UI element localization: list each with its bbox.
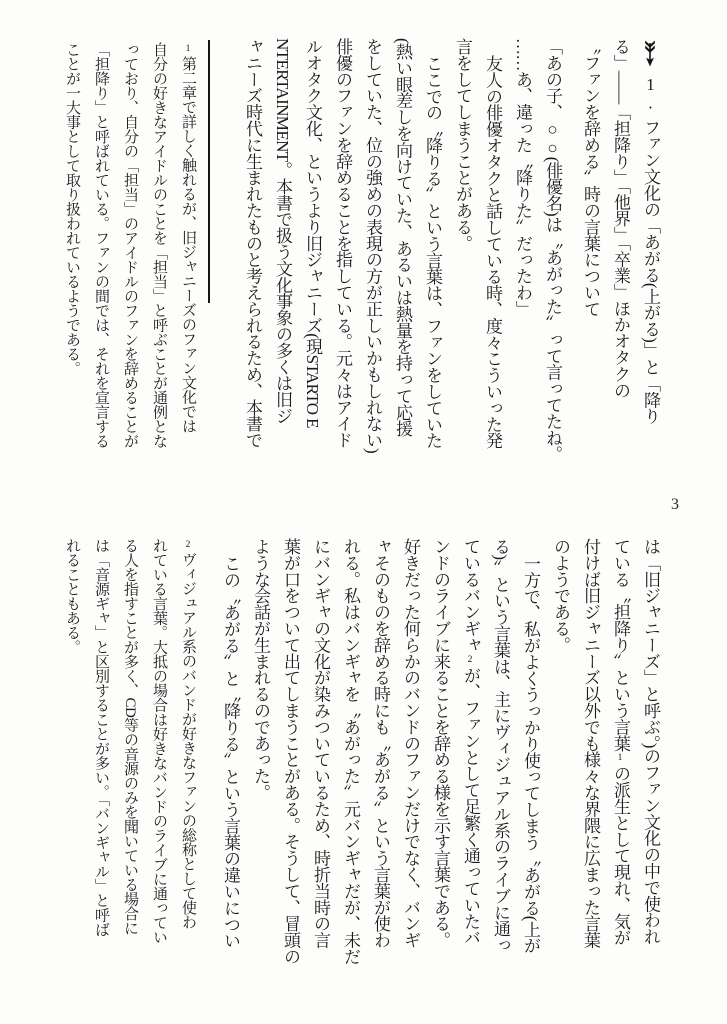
text-line bbox=[455, 538, 485, 988]
text-line: 付けば旧ジャニーズ以外でも様々な界隈に広まった言葉 bbox=[581, 538, 600, 949]
footnote-line bbox=[173, 538, 202, 993]
footnote-ref: 1 bbox=[183, 44, 193, 54]
text-line: ここでの〝降りる〟という言葉は、ファンをしていた bbox=[423, 55, 442, 449]
text-line: 言をしてしまうことがある。 bbox=[453, 38, 472, 252]
text-line: ルオタク文化、というより旧ジャニーズ(現STARTO E bbox=[303, 38, 322, 428]
footnote-ref: 2 bbox=[183, 540, 193, 550]
footnote-separator-rule bbox=[208, 40, 210, 303]
text-line: 好きだった何らかのバンドのファンだけでなく、バンギ bbox=[401, 538, 420, 949]
text-segment: ている〝担降り〟という言葉 bbox=[611, 538, 630, 752]
footnote-line: れている言葉。大抵の場合は好きなバンドのライブに通ってい bbox=[151, 538, 167, 944]
top-page-text bbox=[237, 38, 665, 488]
text-segment: ヴィジュアル系のバンドが好きなファンの総称として使わ bbox=[180, 552, 196, 929]
text-line: のようである。 bbox=[551, 538, 570, 653]
text-segment: の派生として現れ、気が bbox=[611, 765, 630, 946]
footnote-ref: 1 bbox=[615, 753, 625, 764]
text-line: は「旧ジャニーズ」と呼ぶ。)のファン文化の中で使われ bbox=[641, 538, 660, 945]
dart-down-arrow-icon bbox=[635, 40, 665, 67]
top-body-lines bbox=[237, 38, 567, 488]
text-line: をしていた、位の強めの表現の方が正しいかもしれない) bbox=[363, 38, 382, 454]
heading-number: 1. bbox=[641, 75, 660, 112]
text-line: 友人の俳優オタクと話している時、度々こういった発 bbox=[483, 55, 502, 449]
footnote-2 bbox=[57, 538, 202, 993]
footnote-line: 自分の好きなアイドルのことを「担当」と呼ぶことが通例とな bbox=[151, 42, 167, 448]
text-line: ャニーズ時代に生まれたものと考えられるため、本書で bbox=[243, 38, 262, 449]
footnote-line: っており、自分の「担当」のアイドルのファンを辞めることが bbox=[122, 42, 138, 448]
text-line: 葉が口をついて出てしまうことがある。そうして、冒頭の bbox=[281, 538, 300, 965]
text-line: 「あの子、○○(俳優名)は〝あがった〟って言ってたね。 bbox=[543, 38, 562, 463]
text-line: ャそのものを辞める時にも〝あがる〟という言葉が使わ bbox=[371, 538, 390, 949]
text-line: 一方で、私がよくうっかり使ってしまう〝あがる(上が bbox=[521, 555, 540, 954]
footnote-line: は「音源ギャ」と区別することが多い。「バンギャル」と呼ば bbox=[93, 538, 109, 937]
text-line: この〝あがる〟と〝降りる〟という言葉の違いについ bbox=[221, 555, 240, 949]
section-heading-line bbox=[635, 38, 665, 488]
text-line: NTERTAINMENT。本書で扱う文化事象の多くは旧ジ bbox=[273, 38, 292, 424]
footnote-line: る人を指すことが多く、CD等の音源のみを聞いている場合に bbox=[122, 538, 138, 935]
text-line: ……あ、違った〝降りた〟だったわ」 bbox=[513, 38, 532, 317]
footnote-line: ことが一大事として取り扱われているようである。 bbox=[64, 42, 80, 376]
heading-text: ファン文化の「あがる(上がる)」と「降り bbox=[641, 118, 660, 425]
text-line: れる。私はバンギャを〝あがった〟元バンギャだが、未だ bbox=[341, 538, 360, 965]
section-heading-line: る」――「担降り」「他界」「卒業」ほかオタクの bbox=[611, 38, 630, 399]
bottom-page-text bbox=[215, 538, 665, 988]
text-line: る)〟という言葉は、主にヴィジュアル系のライブに通っ bbox=[491, 538, 510, 954]
footnote-1 bbox=[57, 42, 202, 492]
text-segment: が、ファンとして足繁く通っていたバ bbox=[461, 666, 480, 946]
footnote-line: 「担降り」と呼ばれている。ファンの間では、それを宣言する bbox=[93, 42, 109, 448]
text-line bbox=[605, 538, 635, 988]
text-line: ンドのライブに来ることを辞める様を示す言葉である。 bbox=[431, 538, 450, 949]
text-line: 俳優のファンを辞めることを指している。元々はアイド bbox=[333, 38, 352, 449]
text-line: ような会話が生まれるのであった。 bbox=[251, 538, 270, 801]
section-heading-line: 〝ファンを辞める〟時の言葉について bbox=[581, 38, 600, 317]
text-line: にバンギャの文化が染みついているため、時折当時の言 bbox=[311, 538, 330, 949]
text-line: (熱い眼差しを向けていた、あるいは熱量を持って応援 bbox=[393, 38, 412, 437]
text-segment: ているバンギャ bbox=[461, 538, 480, 653]
footnote-ref: 2 bbox=[465, 654, 475, 665]
text-segment: 第二章で詳しく触れるが、旧ジャニーズのファン文化では bbox=[180, 56, 196, 433]
footnote-line: れることもある。 bbox=[64, 538, 80, 654]
footnote-line bbox=[173, 42, 202, 492]
page-number: 3 bbox=[671, 496, 679, 513]
